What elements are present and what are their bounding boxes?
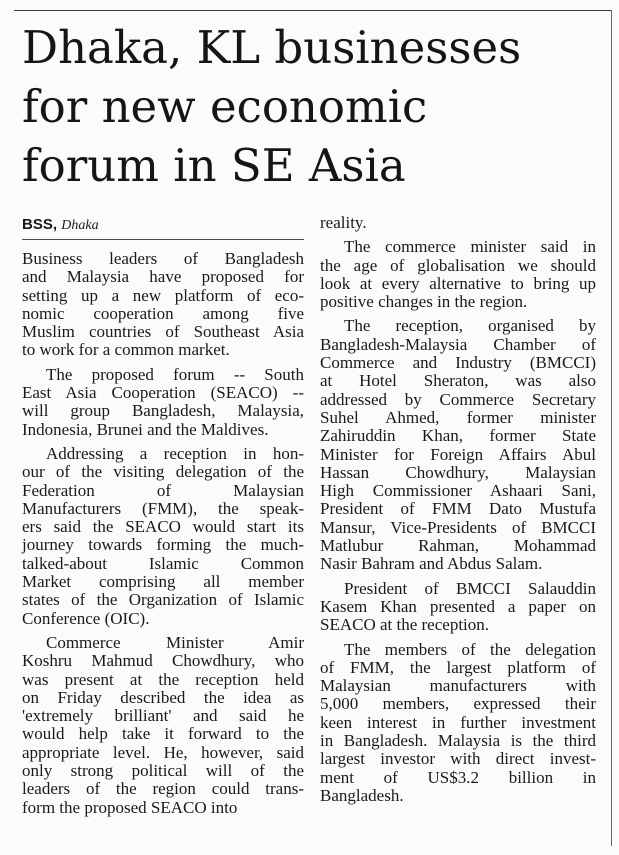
right-rule xyxy=(611,10,612,846)
article-text-line: leaders of the region could trans- xyxy=(22,779,304,799)
article-text-line: talked-about Islamic Common xyxy=(22,553,304,573)
article-text-line: Addressing a reception in hon- xyxy=(46,443,304,463)
article-text-line: Minister for Foreign Affairs Abul xyxy=(320,444,596,464)
article-text-line: Suhel Ahmed, former minister xyxy=(320,407,596,427)
article-text-line: The commerce minister said in xyxy=(344,237,596,257)
article-text-line: largest investor with direct invest- xyxy=(320,749,596,769)
left-column xyxy=(22,250,304,817)
article-text-line: Commerce and Industry (BMCCI) xyxy=(320,353,596,373)
right-column xyxy=(320,214,596,805)
article-text-line: Bangladesh-Malaysia Chamber of xyxy=(320,334,596,354)
article-text-line: Malaysian manufacturers with xyxy=(320,676,596,696)
article-text-line: Koshru Mahmud Chowdhury, who xyxy=(22,651,304,671)
article-text-line: Manufacturers (FMM), the speak- xyxy=(22,498,304,518)
article-text-line: journey towards forming the much- xyxy=(22,535,304,555)
article-text-line: on Friday described the idea as xyxy=(22,687,304,707)
article-text-line: The reception, organised by xyxy=(344,316,596,336)
article-text-line: SEACO at the reception. xyxy=(320,615,490,635)
article-text-line: and Malaysia have proposed for xyxy=(22,267,304,287)
article-text-line: Nasir Bahram and Abdus Salam. xyxy=(320,554,543,574)
article-text-line: 'extremely brilliant' and said he xyxy=(22,706,304,726)
article-text-line: Muslim countries of Southeast Asia xyxy=(22,322,304,342)
article-text-line: The proposed forum -- South xyxy=(46,364,304,384)
article-text-line: The members of the delegation xyxy=(344,639,596,659)
article-text-line: was present at the reception held xyxy=(22,669,304,689)
article-text-line: at Hotel Sheraton, was also xyxy=(320,371,596,391)
article-text-line: will group Bangladesh, Malaysia, xyxy=(22,401,304,421)
article-text-line: Hassan Chowdhury, Malaysian xyxy=(320,462,596,482)
headline xyxy=(22,18,607,195)
article-text-line: 5,000 members, expressed their xyxy=(320,694,596,714)
article-text-line: Market comprising all member xyxy=(22,572,304,592)
article-text-line: setting up a new platform of eco- xyxy=(22,285,304,305)
article-text-line: Mansur, Vice-Presidents of BMCCI xyxy=(320,517,596,537)
byline xyxy=(22,213,302,237)
article-text-line: states of the Organization of Islamic xyxy=(22,590,304,610)
article-text-line: of FMM, the largest platform of xyxy=(320,657,596,677)
article-text-line: President of FMM Dato Mustufa xyxy=(320,499,596,519)
article-text-line: positive changes in the region. xyxy=(320,292,528,312)
article-text-line: addressed by Commerce Secretary xyxy=(320,389,596,409)
article-text-line: Matlubur Rahman, Mohammad xyxy=(320,536,596,556)
article-text-line: reality. xyxy=(320,213,367,232)
byline-rule xyxy=(22,239,304,240)
article-text-line: ment of US$3.2 billion in xyxy=(320,767,596,787)
article-text-line: Zahiruddin Khan, former State xyxy=(320,426,596,446)
article-text-line: in Bangladesh. Malaysia is the third xyxy=(320,731,596,751)
byline-agency: BSS, xyxy=(22,216,58,233)
headline-line: forum in SE Asia xyxy=(22,139,406,192)
article-text-line: would help take it forward to the xyxy=(22,724,304,744)
headline-line: for new economic xyxy=(22,80,428,133)
article-text-line: East Asia Cooperation (SEACO) -- xyxy=(22,383,304,403)
article-text-line: Indonesia, Brunei and the Maldives. xyxy=(22,419,269,439)
article-text-line: Federation of Malaysian xyxy=(22,480,304,500)
article-text-line: the age of globalisation we should xyxy=(320,255,596,275)
article-text-line: Bangladesh. xyxy=(320,785,404,805)
headline-line: Dhaka, KL businesses xyxy=(22,21,522,74)
article-text-line: High Commissioner Ashaari Sani, xyxy=(320,481,596,501)
article-text-line: look at every alternative to bring up xyxy=(320,273,596,293)
article-text-line: nomic cooperation among five xyxy=(22,303,304,323)
article-text-line: President of BMCCI Salauddin xyxy=(344,578,596,598)
article-text-line: keen interest in further investment xyxy=(320,712,596,732)
article-text-line: Commerce Minister Amir xyxy=(46,632,304,652)
article-text-line: appropriate level. He, however, said xyxy=(22,742,304,762)
article-text-line: only strong political will of the xyxy=(22,761,304,781)
article-text-line: ers said the SEACO would start its xyxy=(22,517,304,537)
article-text-line: Conference (OIC). xyxy=(22,608,150,628)
byline-place: Dhaka xyxy=(61,218,99,233)
top-rule xyxy=(14,10,612,11)
article-text-line: form the proposed SEACO into xyxy=(22,797,238,817)
article-text-line: Kasem Khan presented a paper on xyxy=(320,596,596,616)
article-text-line: Business leaders of Bangladesh xyxy=(22,249,304,268)
article-text-line: to work for a common market. xyxy=(22,340,230,360)
article-text-line: our of the visiting delegation of the xyxy=(22,462,304,482)
